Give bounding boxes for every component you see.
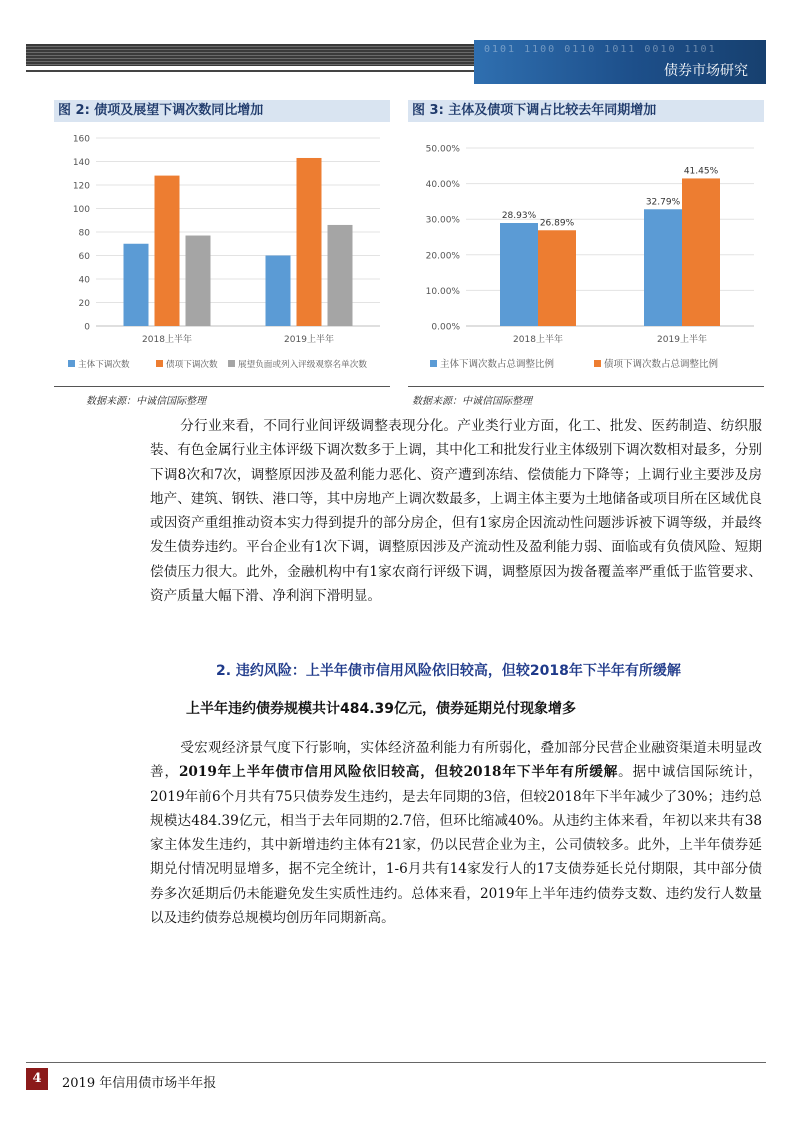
figure2-chart [54,124,390,384]
x-tick-label: 2018上半年 [142,335,192,345]
x-tick-label: 2019上半年 [284,335,334,345]
y-tick-label: 120 [72,181,90,192]
legend-label: 主体下调次数占总调整比例 [440,359,555,370]
bar-2 [538,230,576,326]
x-tick-label: 2018上半年 [513,335,563,345]
figure3-chart [408,124,764,384]
legend-swatch [156,360,163,367]
header-rule [26,70,474,72]
header-banner-pattern: 0101 1100 0110 1011 0010 1101 [484,44,717,55]
y-tick-label: 100 [72,205,90,215]
legend-swatch [430,360,437,367]
bar-3 [186,236,211,326]
bar-1 [500,223,538,326]
y-tick-label: 40.00% [425,180,460,191]
figure2-title: 图 2: 债项及展望下调次数同比增加 [54,100,390,122]
data-label: 28.93% [501,211,537,222]
y-tick-label: 80 [78,228,90,239]
header-title: 债券市场研究 [664,63,748,79]
bar-1 [266,256,291,327]
x-tick-label: 2019上半年 [657,335,707,345]
y-tick-label: 60 [78,252,90,262]
figure3-rule [408,386,764,387]
header-stripe-bar [26,44,474,66]
footer-report-title: 2019 年信用债市场半年报 [62,1076,217,1091]
body-paragraph-default-lead: 受宏观经济景气度下行影响，实体经济盈利能力有所弱化，叠加部分民营企业融资渠道未明显改善， [150,740,762,781]
figure2-source: 数据来源：中诚信国际整理 [86,396,206,407]
y-tick-label: 50.00% [425,144,460,155]
bar-1 [644,209,682,326]
y-tick-label: 20.00% [425,251,460,262]
y-tick-label: 10.00% [425,286,460,297]
header-banner [474,40,766,84]
body-paragraph-default [150,736,762,930]
legend-label: 债项下调次数占总调整比例 [604,359,719,370]
y-tick-label: 0 [84,322,90,333]
body-paragraph-industry [150,414,762,608]
data-label: 41.45% [683,166,719,177]
y-tick-label: 160 [72,134,90,145]
sub-heading-default-scale: 上半年违约债券规模共计484.39亿元，债券延期兑付现象增多 [186,701,577,717]
y-tick-label: 140 [72,158,90,168]
section-heading-default-risk: 2. 违约风险：上半年债市信用风险依旧较高，但较2018年下半年有所缓解 [216,663,681,679]
data-label: 26.89% [539,218,575,229]
bar-2 [682,178,720,326]
body-paragraph-industry-text: 分行业来看，不同行业间评级调整表现分化。产业类行业方面，化工、批发、医药制造、纺织服装、有色金属行业主体评级下调次数多于上调，其中化工和批发行业主体级别下调次数相对最多，分别下调8次和7次，调整原因涉及盈利能力恶化、资产遭到冻结、偿债能力下降等；上调行业主要涉及房地产、建筑、钢铁、港口等，其中房地产上调次数最多，上调主体主要为土地储备或项目所在区域优良或因资产重组推动资本实力得到提升的部分房企，但有1家房企因流动性问题涉诉被下调等级，并最终发生债券违约。平台企业有1次下调，调整原因涉及产流动性及盈利能力弱、面临或有负债风险、短期偿债压力很大。此外，金融机构中有1家农商行评级下调，调整原因为拨备覆盖率严重低于监管要求、资产质量大幅下滑、净利润下滑明显。 [150,418,762,605]
y-tick-label: 40 [78,275,90,286]
y-tick-label: 0.00% [431,322,460,333]
bar-3 [328,225,353,326]
legend-swatch [68,360,75,367]
legend-label: 展望负面或列入评级观察名单次数 [238,360,367,370]
page-number: 4 [26,1068,48,1090]
figure3-title: 图 3: 主体及债项下调占比较去年同期增加 [408,100,764,122]
y-tick-label: 20 [78,299,90,309]
legend-label: 债项下调次数 [166,360,218,370]
figure2-rule [54,386,390,387]
legend-label: 主体下调次数 [78,360,130,370]
footer-rule [26,1062,766,1063]
figure3-source: 数据来源：中诚信国际整理 [412,396,532,407]
legend-swatch [594,360,601,367]
body-paragraph-default-rest: 。据中诚信国际统计，2019年前6个月共有75只债券发生违约，是去年同期的3倍，但较2018年下半年减少了30%；违约总规模达484.39亿元，相当于去年同期的2.7倍，但环比缩减40%。从违约主体来看，年初以来共有38家主体发生违约，其中新增违约主体有21家，仍以民营企业为主，公司债较多。此外，上半年债券延期兑付情况明显增多，据不完全统计，1-6月共有14家发行人的17支债券延长兑付期限，其中部分债券多次延期后仍未能避免发生实质性违约。总体来看，2019年上半年违约债券支数、违约发行人数量以及违约债券总规模均创历年同期新高。 [150,764,763,927]
bar-2 [155,176,180,326]
data-label: 32.79% [645,197,681,208]
legend-swatch [228,360,235,367]
bar-1 [124,244,149,326]
bar-2 [297,158,322,326]
body-paragraph-default-bold: 2019年上半年债市信用风险依旧较高，但较2018年下半年有所缓解 [178,764,619,781]
y-tick-label: 30.00% [425,215,460,226]
